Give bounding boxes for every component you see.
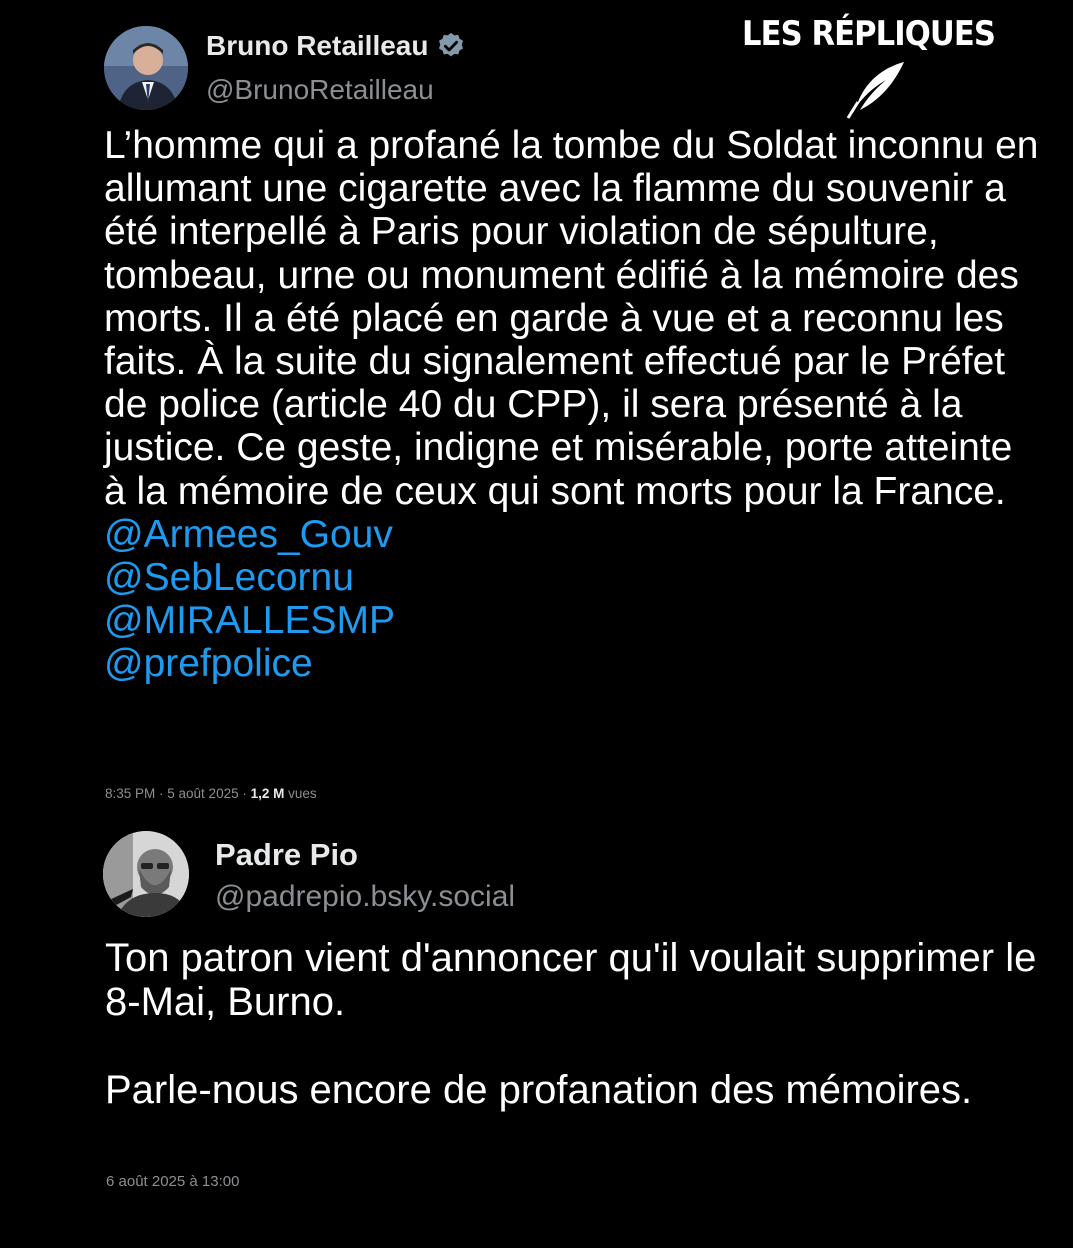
person-photo [103, 831, 189, 917]
tweet-meta [105, 786, 317, 801]
reply-author-name[interactable]: Padre Pio [215, 837, 358, 872]
author-name[interactable]: Bruno Retailleau [206, 30, 466, 62]
avatar[interactable] [104, 26, 188, 110]
brand-title: LES RÉPLIQUES [742, 14, 995, 54]
mention-link[interactable]: @SebLecornu [104, 556, 354, 600]
reply-timestamp[interactable]: 6 août 2025 à 13:00 [106, 1173, 240, 1190]
mention-link[interactable]: @MIRALLESMP [104, 599, 395, 643]
person-photo [104, 26, 188, 110]
tweet-body: L’homme qui a profané la tombe du Soldat inconnu en allumant une cigarette avec la flamme du souvenir a été interpellé à Paris pour violation de sépulture, tombeau, urne ou monument édifié à la mémoire des morts. Il a été placé en garde à vue et a reconnu les faits. À la suite du signalement effectué par le Préfet de police (article 40 du CPP), il sera présenté à la justice. Ce geste, indigne et misérable, porte atteinte à la mémoire de ceux qui sont morts pour la France. [104, 124, 1039, 513]
reply-paragraph: Parle-nous encore de profanation des mémoires. [105, 1068, 973, 1112]
mention-link[interactable]: @prefpolice [104, 642, 313, 686]
views-label: vues [284, 786, 317, 801]
feather-icon [842, 58, 912, 120]
tweet-timestamp[interactable]: 8:35 PM · 5 août 2025 · [105, 786, 251, 801]
reply-text [105, 936, 1045, 1112]
mention-link[interactable]: @Armees_Gouv [104, 512, 393, 556]
tweet-text [104, 124, 1044, 686]
reply-author-handle[interactable]: @padrepio.bsky.social [215, 880, 516, 913]
author-handle[interactable]: @BrunoRetailleau [206, 74, 434, 105]
view-count: 1,2 M [250, 786, 285, 801]
verified-badge-icon [436, 31, 466, 61]
avatar[interactable] [103, 831, 189, 917]
reply-paragraph: Ton patron vient d'annoncer qu'il voulait supprimer le 8-Mai, Burno. [105, 936, 1037, 1024]
